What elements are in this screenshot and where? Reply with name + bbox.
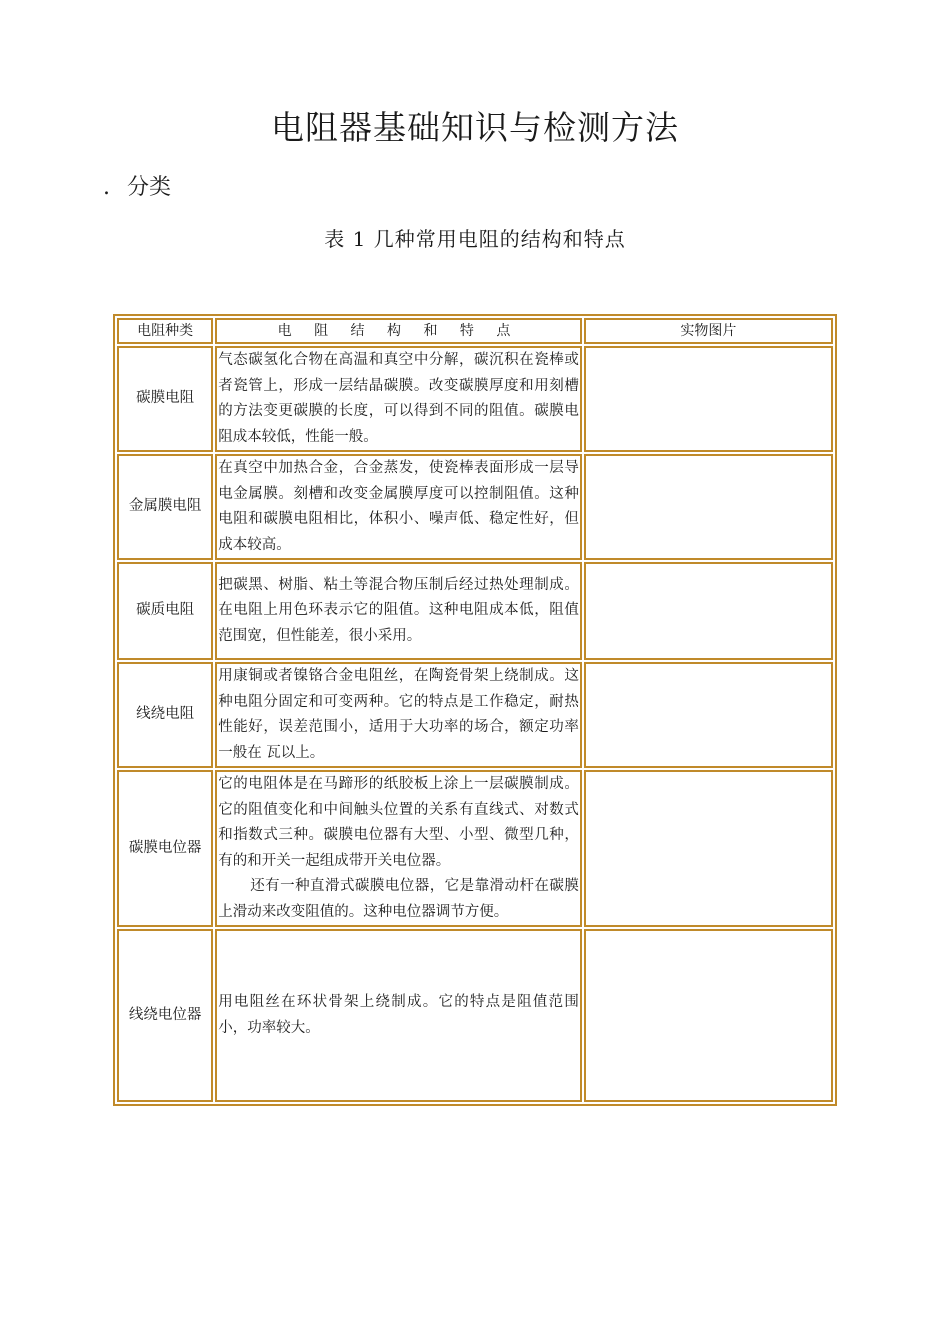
cell-description: 气态碳氢化合物在高温和真空中分解，碳沉积在瓷棒或者瓷管上，形成一层结晶碳膜。改变碳膜厚度和用刻槽的方法变更碳膜的长度，可以得到不同的阻值。碳膜电阻成本较低，性能一般。 — [215, 346, 582, 452]
cell-photo — [584, 770, 833, 927]
cell-resistor-type: 碳质电阻 — [117, 562, 213, 660]
cell-description — [215, 770, 582, 927]
header-structure-features: 电 阻 结 构 和 特 点 — [215, 318, 582, 344]
cell-resistor-type: 线绕电位器 — [117, 929, 213, 1102]
cell-photo — [584, 929, 833, 1102]
table-row — [117, 562, 833, 660]
description-paragraph-2: 还有一种直滑式碳膜电位器，它是靠滑动杆在碳膜上滑动来改变阻值的。这种电位器调节方便。 — [218, 878, 579, 920]
cell-photo — [584, 662, 833, 768]
description-paragraph: 它的电阻体是在马蹄形的纸胶板上涂上一层碳膜制成。它的阻值变化和中间触头位置的关系有直线式、对数式和指数式三种。碳膜电位器有大型、小型、微型几种，有的和开关一起组成带开关电位器。 — [218, 776, 579, 869]
section-label: 分类 — [127, 175, 172, 200]
cell-resistor-type: 线绕电阻 — [117, 662, 213, 768]
cell-photo — [584, 562, 833, 660]
header-photo: 实物图片 — [584, 318, 833, 344]
cell-photo — [584, 454, 833, 560]
table-caption: 表 1 几种常用电阻的结构和特点 — [324, 227, 626, 251]
section-bullet: . — [103, 175, 110, 200]
table-header-row — [117, 318, 833, 344]
header-resistor-type: 电阻种类 — [117, 318, 213, 344]
table-row — [117, 929, 833, 1102]
cell-resistor-type: 碳膜电阻 — [117, 346, 213, 452]
cell-photo — [584, 346, 833, 452]
table-row — [117, 662, 833, 768]
table-row — [117, 770, 833, 927]
resistor-table — [113, 314, 837, 1106]
cell-description: 用康铜或者镍铬合金电阻丝，在陶瓷骨架上绕制成。这种电阻分固定和可变两种。它的特点是工作稳定，耐热性能好，误差范围小，适用于大功率的场合，额定功率一般在 瓦以上。 — [215, 662, 582, 768]
cell-resistor-type: 金属膜电阻 — [117, 454, 213, 560]
page-title: 电阻器基础知识与检测方法 — [271, 108, 679, 147]
section-heading — [103, 170, 171, 201]
table-row — [117, 454, 833, 560]
table-row — [117, 346, 833, 452]
cell-description: 把碳黑、树脂、粘土等混合物压制后经过热处理制成。在电阻上用色环表示它的阻值。这种电阻成本低，阻值范围宽，但性能差，很小采用。 — [215, 562, 582, 660]
cell-description: 用电阻丝在环状骨架上绕制成。它的特点是阻值范围小，功率较大。 — [215, 929, 582, 1102]
cell-resistor-type: 碳膜电位器 — [117, 770, 213, 927]
cell-description: 在真空中加热合金，合金蒸发，使瓷棒表面形成一层导电金属膜。刻槽和改变金属膜厚度可以控制阻值。这种电阻和碳膜电阻相比，体积小、噪声低、稳定性好，但成本较高。 — [215, 454, 582, 560]
